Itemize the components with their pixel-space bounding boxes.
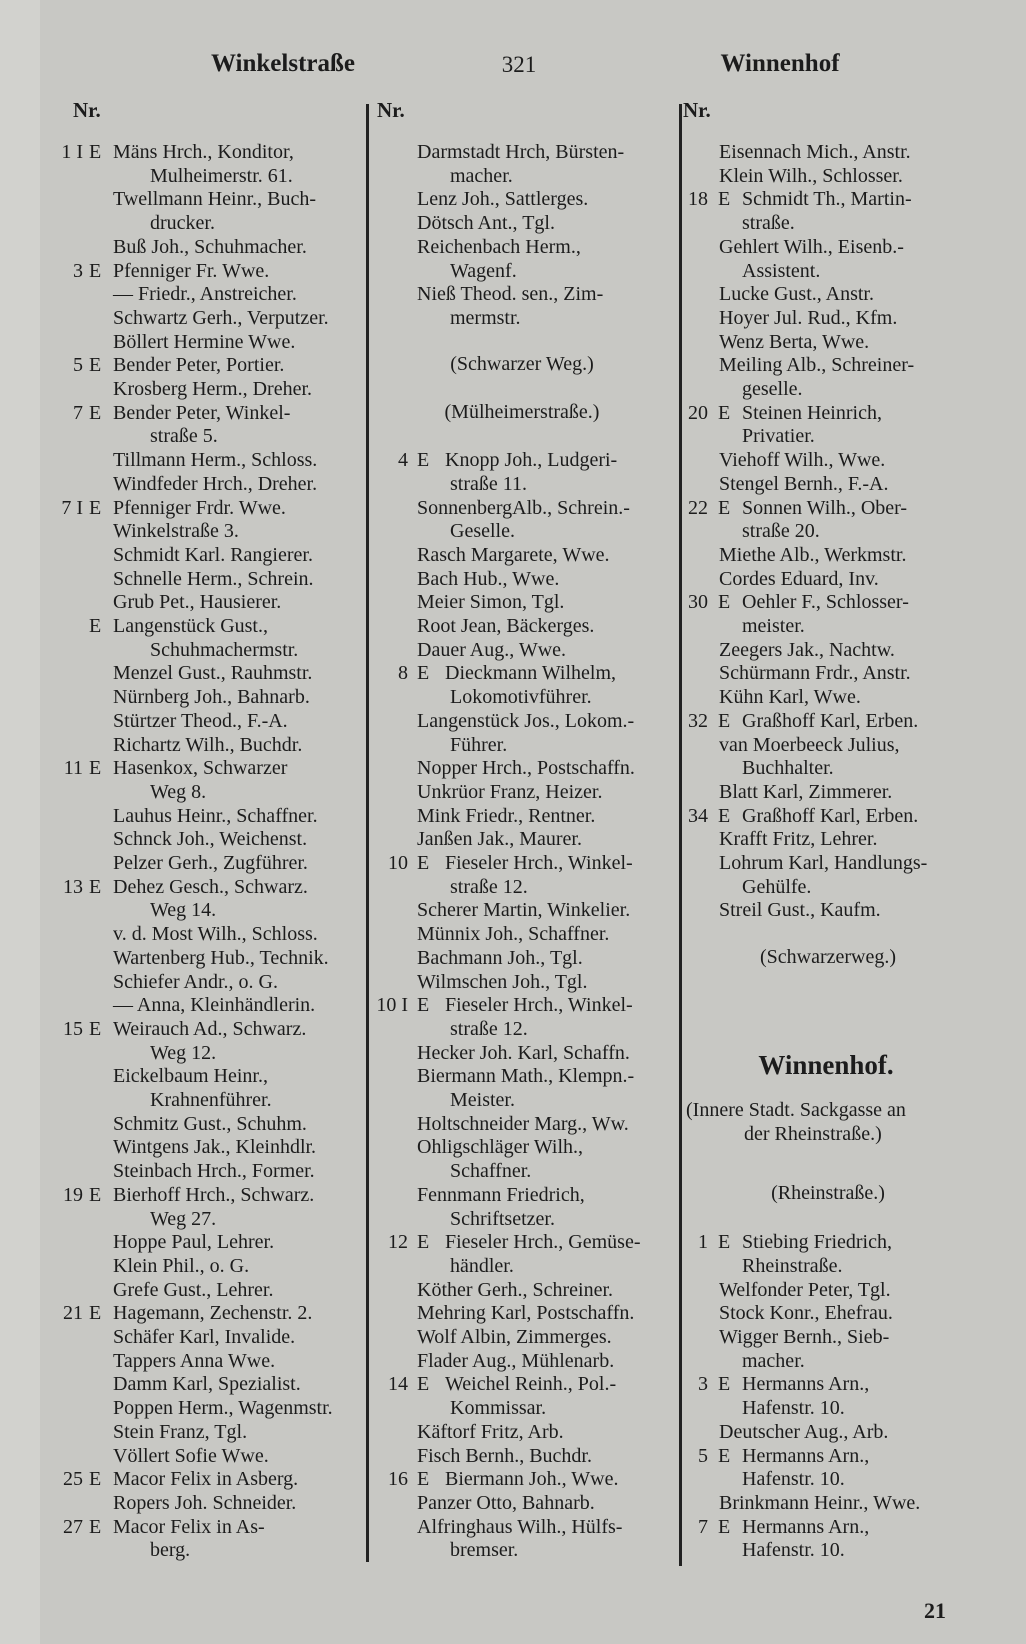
- entry-text: Macor Felix in Asberg.: [113, 1468, 299, 1491]
- running-head-left: Winkelstraße: [211, 50, 355, 77]
- entry-text: Stein Franz, Tgl.: [113, 1420, 248, 1443]
- entry-text: Bachmann Joh., Tgl.: [417, 946, 583, 969]
- entry-text: Miethe Alb., Werkmstr.: [719, 543, 907, 566]
- entry-text: Poppen Herm., Wagenmstr.: [113, 1397, 333, 1420]
- entry-text: Bierhoff Hrch., Schwarz.: [113, 1183, 315, 1206]
- entry-text: Tillmann Herm., Schloss.: [113, 449, 318, 472]
- entry-continuation: Meister.: [450, 1089, 515, 1111]
- entry-text: Hermanns Arn.,: [742, 1444, 870, 1467]
- entry-text: Mäns Hrch., Konditor,: [113, 141, 294, 163]
- entry-text: Grub Pet., Hausierer.: [113, 591, 282, 614]
- entry-marker: E: [718, 1231, 731, 1254]
- entry-continuation: Wagenf.: [450, 259, 517, 282]
- house-number: 34: [688, 804, 708, 827]
- entry-text: Hermanns Arn.,: [742, 1515, 870, 1538]
- entry-text: Hoyer Jul. Rud., Kfm.: [719, 306, 898, 329]
- entry-marker: E: [89, 1183, 102, 1206]
- nr-label-col1: Nr.: [73, 98, 101, 122]
- entry-text: Alfringhaus Wilh., Hülfs-: [417, 1515, 623, 1538]
- running-head-right: Winnenhof: [720, 50, 840, 77]
- entry-text: Fennmann Friedrich,: [417, 1183, 585, 1206]
- entry-continuation: Gehülfe.: [742, 875, 812, 898]
- entry-text: Fieseler Hrch., Gemüse-: [445, 1231, 641, 1254]
- entry-text: Holtschneider Marg., Ww.: [417, 1112, 629, 1135]
- entry-marker: E: [89, 1017, 102, 1040]
- entry-marker: E: [417, 662, 430, 685]
- entry-marker: E: [718, 1444, 731, 1467]
- entry-text: Pfenniger Fr. Wwe.: [113, 259, 270, 282]
- entry-marker: E: [417, 1373, 430, 1396]
- house-number: 7: [73, 401, 83, 424]
- entry-text: Schmidt Karl. Rangierer.: [113, 543, 313, 566]
- house-number: 20: [688, 401, 708, 424]
- street-heading: (Schwarzer Weg.): [450, 353, 594, 376]
- entry-text: Dieckmann Wilhelm,: [445, 662, 617, 685]
- entry-continuation: Buchhalter.: [742, 757, 834, 780]
- street-heading-rheinstrasse: (Rheinstraße.): [771, 1182, 885, 1204]
- entry-text: Macor Felix in As-: [113, 1515, 265, 1538]
- entry-marker: E: [89, 259, 102, 282]
- entry-text: Nieß Theod. sen., Zim-: [417, 283, 604, 306]
- entry-text: Scherer Martin, Winkelier.: [417, 899, 631, 922]
- house-number: 13: [63, 875, 83, 898]
- section-subtitle-1: (Innere Stadt. Sackgasse an: [686, 1099, 906, 1121]
- house-number: 19: [63, 1183, 83, 1206]
- entry-text: Weirauch Ad., Schwarz.: [113, 1017, 307, 1040]
- entry-marker: E: [718, 804, 731, 827]
- entry-marker: E: [89, 1468, 102, 1491]
- entry-marker: E: [718, 709, 731, 732]
- house-number: 10: [388, 852, 408, 874]
- house-number: 32: [688, 709, 708, 732]
- entry-text: Graßhoff Karl, Erben.: [742, 804, 919, 827]
- entry-continuation: Schriftsetzer.: [450, 1207, 555, 1230]
- entry-marker: E: [718, 591, 731, 614]
- entry-marker: E: [89, 354, 102, 377]
- signature-mark: 21: [924, 1598, 946, 1623]
- house-number: 4: [398, 449, 408, 472]
- entry-marker: E: [718, 1515, 731, 1538]
- entry-text: Winkelstraße 3.: [113, 520, 239, 543]
- entry-text: Nürnberg Joh., Bahnarb.: [113, 686, 310, 709]
- house-number: 1 I: [61, 141, 83, 163]
- entry-text: Brinkmann Heinr., Wwe.: [719, 1491, 921, 1514]
- entry-continuation: Kommissar.: [450, 1397, 547, 1420]
- house-number: 30: [688, 591, 708, 614]
- entry-continuation: straße.: [742, 212, 795, 235]
- entry-text: Lenz Joh., Sattlerges.: [417, 188, 589, 211]
- entry-text: Bender Peter, Winkel-: [113, 401, 291, 424]
- entry-text: Meier Simon, Tgl.: [417, 591, 565, 614]
- entry-text: SonnenbergAlb., Schrein.-: [417, 496, 630, 519]
- entry-marker: E: [89, 875, 102, 898]
- entry-continuation: Assistent.: [742, 259, 821, 282]
- entry-text: Fisch Bernh., Buchdr.: [417, 1444, 592, 1467]
- entry-text: Twellmann Heinr., Buch-: [113, 188, 316, 211]
- entry-continuation: Lokomotivführer.: [450, 686, 592, 709]
- entry-continuation: Hafenstr. 10.: [742, 1539, 845, 1562]
- entry-text: Schmidt Th., Martin-: [742, 188, 912, 211]
- entry-marker: E: [718, 188, 731, 211]
- entry-text: Pfenniger Frdr. Wwe.: [113, 496, 286, 519]
- house-number: 7: [698, 1515, 708, 1538]
- street-heading: (Mülheimerstraße.): [444, 400, 600, 423]
- entry-text: Fieseler Hrch., Winkel-: [445, 994, 633, 1017]
- entry-text: — Anna, Kleinhändlerin.: [113, 994, 316, 1017]
- entry-text: Graßhoff Karl, Erben.: [742, 709, 919, 732]
- entry-marker: E: [718, 401, 731, 424]
- entry-text: Oehler F., Schlosser-: [742, 591, 909, 614]
- entry-text: Schnck Joh., Weichenst.: [113, 828, 308, 851]
- entry-text: Richartz Wilh., Buchdr.: [113, 733, 303, 756]
- entry-text: Klein Phil., o. G.: [113, 1254, 250, 1277]
- entry-text: Wilmschen Joh., Tgl.: [417, 970, 588, 993]
- entry-marker: E: [417, 1468, 430, 1491]
- entry-text: Langenstück Jos., Lokom.-: [417, 709, 635, 732]
- entry-continuation: Weg 27.: [150, 1207, 217, 1230]
- entry-text: Janßen Jak., Maurer.: [417, 828, 582, 851]
- section-subtitle-2: der Rheinstraße.): [744, 1123, 882, 1145]
- entry-marker: E: [89, 401, 102, 424]
- entry-marker: E: [89, 496, 102, 519]
- house-number: 22: [688, 496, 708, 519]
- entry-text: Stürtzer Theod., F.-A.: [113, 709, 288, 732]
- entry-continuation: Privatier.: [742, 425, 815, 448]
- entry-text: Biermann Joh., Wwe.: [445, 1468, 619, 1491]
- house-number: 5: [698, 1444, 708, 1467]
- entry-continuation: straße 12.: [450, 875, 528, 898]
- entry-text: Windfeder Hrch., Dreher.: [113, 472, 318, 495]
- house-number: 27: [63, 1515, 83, 1538]
- street-heading: (Schwarzerweg.): [759, 945, 897, 968]
- entry-text: Damm Karl, Spezialist.: [113, 1373, 301, 1396]
- entry-text: Bender Peter, Portier.: [113, 354, 285, 377]
- entry-text: Dötsch Ant., Tgl.: [417, 212, 555, 235]
- house-number: 21: [63, 1302, 83, 1325]
- entry-continuation: meister.: [742, 615, 805, 637]
- entry-continuation: macher.: [742, 1349, 805, 1372]
- entry-text: Böllert Hermine Wwe.: [113, 330, 296, 353]
- entry-text: Cordes Eduard, Inv.: [719, 567, 879, 590]
- entry-text: Wartenberg Hub., Technik.: [113, 946, 329, 969]
- house-number: 5: [73, 354, 83, 377]
- entry-text: Stiebing Friedrich,: [742, 1231, 892, 1254]
- entry-text: Hasenkox, Schwarzer: [113, 757, 288, 780]
- page-number: 321: [501, 52, 537, 77]
- entry-text: Schwartz Gerh., Verputzer.: [113, 306, 329, 329]
- section-title-winnenhof: Winnenhof.: [758, 1050, 894, 1080]
- entry-text: Stock Konr., Ehefrau.: [719, 1302, 893, 1325]
- house-number: 7 I: [61, 496, 83, 519]
- house-number: 10 I: [376, 994, 408, 1017]
- entry-marker: E: [89, 615, 102, 637]
- entry-continuation: macher.: [450, 164, 513, 187]
- entry-text: Ropers Joh. Schneider.: [113, 1491, 297, 1514]
- entry-text: Hermanns Arn.,: [742, 1373, 870, 1396]
- entry-text: Dehez Gesch., Schwarz.: [113, 875, 308, 898]
- entry-continuation: Geselle.: [450, 520, 515, 543]
- entry-text: Mehring Karl, Postschaffn.: [417, 1302, 635, 1325]
- entry-marker: E: [89, 1302, 102, 1325]
- entry-continuation: Mulheimerstr. 61.: [150, 164, 293, 187]
- house-number: 14: [388, 1373, 408, 1396]
- entry-text: Hagemann, Zechenstr. 2.: [113, 1302, 313, 1325]
- entry-text: Schiefer Andr., o. G.: [113, 970, 278, 993]
- entry-marker: E: [718, 1373, 731, 1396]
- entry-marker: E: [417, 1231, 430, 1254]
- entry-text: Schürmann Frdr., Anstr.: [719, 662, 911, 685]
- entry-continuation: geselle.: [742, 378, 803, 400]
- entry-text: Wenz Berta, Wwe.: [719, 330, 870, 353]
- entry-text: Ohligschläger Wilh.,: [417, 1136, 584, 1159]
- entry-text: Lauhus Heinr., Schaffner.: [113, 804, 318, 827]
- entry-text: Sonnen Wilh., Ober-: [742, 496, 908, 519]
- entry-text: Lohrum Karl, Handlungs-: [719, 852, 928, 874]
- entry-text: Schmitz Gust., Schuhm.: [113, 1112, 307, 1135]
- entry-continuation: Hafenstr. 10.: [742, 1468, 845, 1491]
- entry-text: Dauer Aug., Wwe.: [417, 638, 567, 661]
- entry-text: Pelzer Gerh., Zugführer.: [113, 852, 308, 874]
- entry-marker: E: [417, 852, 430, 874]
- entry-continuation: Schuhmachermstr.: [150, 638, 299, 661]
- entry-continuation: händler.: [450, 1254, 514, 1277]
- entry-text: Völlert Sofie Wwe.: [113, 1444, 269, 1467]
- entry-text: Flader Aug., Mühlenarb.: [417, 1349, 615, 1372]
- entry-text: Hecker Joh. Karl, Schaffn.: [417, 1041, 630, 1064]
- entry-text: Grefe Gust., Lehrer.: [113, 1278, 274, 1301]
- entry-continuation: mermstr.: [450, 306, 521, 329]
- entry-marker: E: [89, 757, 102, 780]
- entry-marker: E: [89, 1515, 102, 1538]
- house-number: 16: [388, 1468, 408, 1491]
- entry-text: Käftorf Fritz, Arb.: [417, 1420, 564, 1443]
- entry-text: Streil Gust., Kaufm.: [719, 899, 881, 922]
- entry-continuation: Hafenstr. 10.: [742, 1397, 845, 1420]
- entry-text: Münnix Joh., Schaffner.: [417, 923, 610, 946]
- entry-text: Krafft Fritz, Lehrer.: [719, 828, 878, 851]
- house-number: 1: [698, 1231, 708, 1254]
- entry-text: Lucke Gust., Anstr.: [719, 283, 874, 306]
- entry-text: Kühn Karl, Wwe.: [719, 686, 861, 709]
- entry-text: Steinbach Hrch., Former.: [113, 1160, 315, 1183]
- entry-continuation: drucker.: [150, 212, 215, 235]
- entry-text: Blatt Karl, Zimmerer.: [719, 780, 893, 803]
- entry-text: Krosberg Herm., Dreher.: [113, 378, 313, 400]
- entry-text: Klein Wilh., Schlosser.: [719, 164, 903, 187]
- entry-continuation: Führer.: [450, 733, 508, 756]
- entry-text: Zeegers Jak., Nachtw.: [719, 638, 895, 661]
- nr-label-col2: Nr.: [377, 98, 405, 122]
- entry-text: Wigger Bernh., Sieb-: [719, 1326, 890, 1348]
- entry-continuation: straße 5.: [150, 425, 218, 448]
- entry-marker: E: [89, 141, 102, 163]
- entry-text: Viehoff Wilh., Wwe.: [719, 449, 886, 472]
- entry-text: — Friedr., Anstreicher.: [113, 283, 297, 306]
- house-number: 11: [63, 757, 83, 780]
- entry-text: v. d. Most Wilh., Schloss.: [113, 923, 318, 946]
- entry-text: Wolf Albin, Zimmerges.: [417, 1326, 612, 1348]
- entry-text: Schnelle Herm., Schrein.: [113, 567, 314, 590]
- house-number: 8: [398, 662, 408, 685]
- entry-text: Bach Hub., Wwe.: [417, 567, 560, 590]
- entry-text: Nopper Hrch., Postschaffn.: [417, 757, 635, 780]
- entry-text: Panzer Otto, Bahnarb.: [417, 1491, 595, 1514]
- entry-text: Deutscher Aug., Arb.: [719, 1420, 889, 1443]
- entry-continuation: bremser.: [450, 1539, 519, 1562]
- nr-label-col3: Nr.: [683, 98, 711, 122]
- entry-text: Weichel Reinh., Pol.-: [445, 1373, 617, 1396]
- entry-text: Menzel Gust., Rauhmstr.: [113, 662, 313, 685]
- entry-text: Rasch Margarete, Wwe.: [417, 543, 610, 566]
- entry-text: Stengel Bernh., F.-A.: [719, 472, 889, 495]
- entry-text: Mink Friedr., Rentner.: [417, 804, 596, 827]
- entry-text: Langenstück Gust.,: [113, 615, 268, 637]
- entry-text: Fieseler Hrch., Winkel-: [445, 852, 633, 874]
- entry-text: Eisennach Mich., Anstr.: [719, 141, 911, 163]
- entry-text: Root Jean, Bäckerges.: [417, 615, 595, 637]
- entry-continuation: Rheinstraße.: [742, 1254, 843, 1277]
- entry-continuation: straße 11.: [450, 472, 528, 495]
- entry-text: Hoppe Paul, Lehrer.: [113, 1231, 275, 1254]
- entry-text: Tappers Anna Wwe.: [113, 1349, 276, 1372]
- entry-text: Welfonder Peter, Tgl.: [719, 1278, 891, 1301]
- entry-text: Unkrüor Franz, Heizer.: [417, 780, 603, 803]
- entry-text: Biermann Math., Klempn.-: [417, 1065, 635, 1088]
- house-number: 12: [388, 1231, 408, 1254]
- entry-continuation: Krahnenführer.: [150, 1089, 272, 1111]
- entry-continuation: straße 20.: [742, 520, 820, 543]
- entry-text: Knopp Joh., Ludgeri-: [445, 449, 618, 472]
- house-number: 25: [63, 1468, 83, 1491]
- entry-text: Wintgens Jak., Kleinhdlr.: [113, 1136, 317, 1159]
- entry-text: Schäfer Karl, Invalide.: [113, 1326, 296, 1348]
- entry-text: Meiling Alb., Schreiner-: [719, 354, 915, 377]
- house-number: 15: [63, 1017, 83, 1040]
- entry-text: Eickelbaum Heinr.,: [113, 1065, 268, 1088]
- entry-continuation: Schaffner.: [450, 1160, 532, 1183]
- house-number: 3: [698, 1373, 708, 1396]
- entry-continuation: berg.: [150, 1539, 191, 1562]
- entry-continuation: Weg 12.: [150, 1041, 217, 1064]
- entry-marker: E: [417, 994, 430, 1017]
- entry-text: Köther Gerh., Schreiner.: [417, 1278, 614, 1301]
- entry-marker: E: [718, 496, 731, 519]
- entry-text: Buß Joh., Schuhmacher.: [113, 235, 307, 258]
- entry-text: Darmstadt Hrch, Bürsten-: [417, 141, 625, 163]
- entry-continuation: straße 12.: [450, 1017, 528, 1040]
- entry-text: van Moerbeeck Julius,: [719, 733, 900, 756]
- entry-text: Reichenbach Herm.,: [417, 235, 581, 258]
- house-number: 3: [73, 259, 83, 282]
- entry-text: Steinen Heinrich,: [742, 401, 882, 424]
- entry-continuation: Weg 8.: [150, 780, 207, 803]
- entry-continuation: Weg 14.: [150, 899, 217, 922]
- house-number: 18: [688, 188, 708, 211]
- entry-marker: E: [417, 449, 430, 472]
- entry-text: Gehlert Wilh., Eisenb.-: [719, 235, 904, 258]
